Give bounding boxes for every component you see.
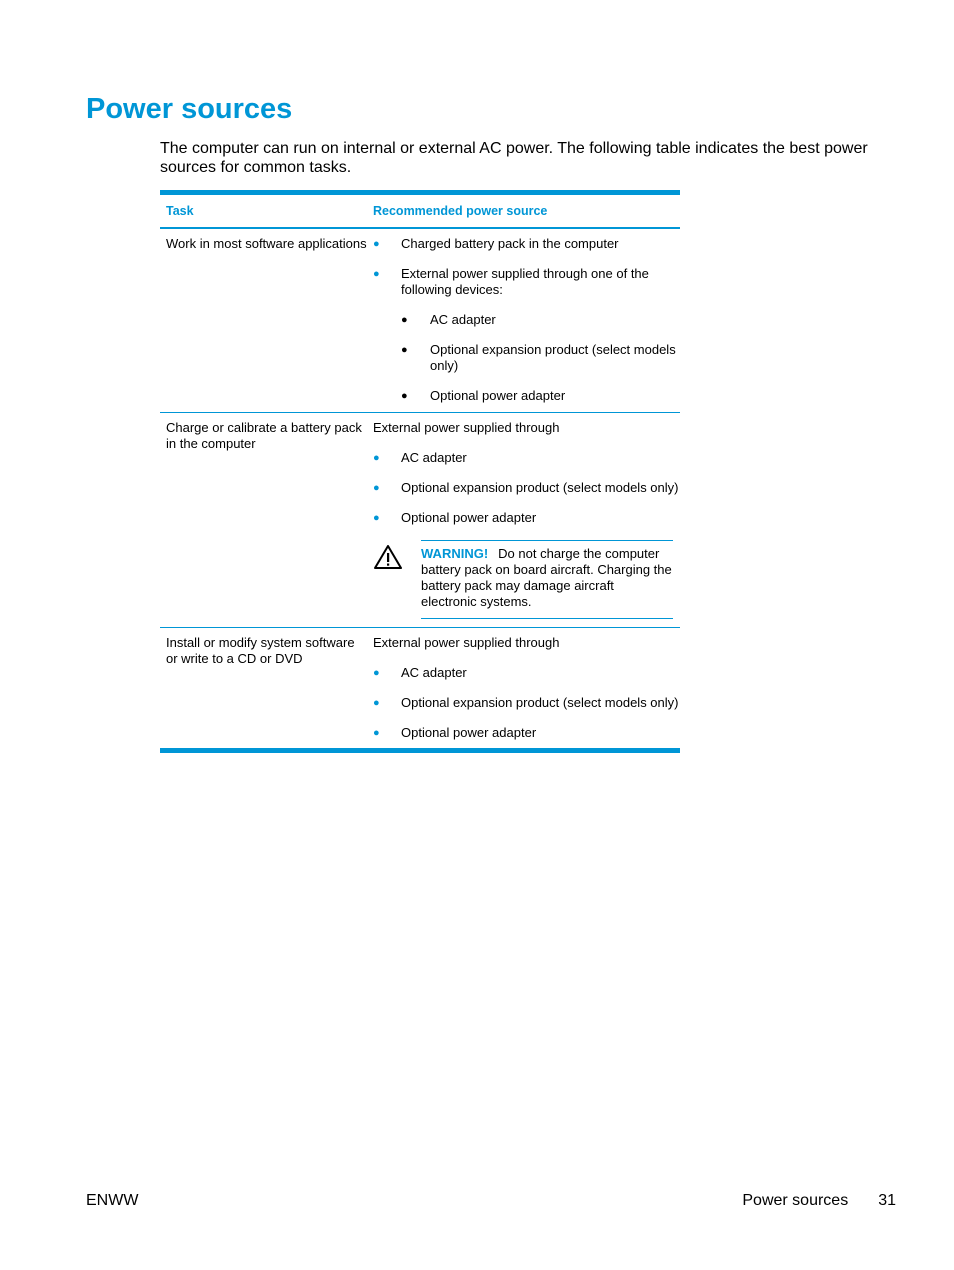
bullet-icon: ● — [373, 667, 380, 679]
warning-box — [421, 540, 673, 619]
sub-list-item — [401, 388, 680, 404]
footer-doc-code: ENWW — [86, 1192, 139, 1209]
sub-list-item — [401, 342, 680, 374]
task-cell: Work in most software applications — [166, 236, 367, 251]
list-item — [373, 510, 680, 526]
task-cell: Charge or calibrate a battery pack in the computer — [166, 420, 362, 451]
bullet-icon: ● — [373, 727, 380, 739]
list-item — [373, 266, 680, 298]
bullet-icon: ● — [373, 268, 380, 280]
bullet-icon: ● — [373, 512, 380, 524]
list-item-text: External power supplied through one of the following devices: — [401, 266, 649, 297]
bullet-icon: ● — [401, 314, 408, 326]
list-item — [373, 450, 680, 466]
list-item-text: Optional expansion product (select models only) — [401, 480, 679, 495]
list-item — [373, 236, 680, 252]
list-item-text: Optional power adapter — [401, 510, 537, 525]
footer-section-title: Power sources — [742, 1192, 849, 1209]
bullet-icon: ● — [373, 452, 380, 464]
list-item — [373, 695, 680, 711]
list-item-text: Optional expansion product (select models only) — [401, 695, 679, 710]
source-lead: External power supplied through — [373, 635, 560, 650]
list-item-text: Optional expansion product (select models only) — [430, 342, 676, 373]
page-title: Power sources — [86, 93, 293, 125]
task-cell: Install or modify system software or write to a CD or DVD — [166, 635, 355, 666]
table-row — [160, 229, 680, 412]
source-cell — [367, 229, 680, 412]
header-recommended-source: Recommended power source — [373, 204, 548, 218]
bullet-icon: ● — [401, 344, 408, 356]
bullet-icon: ● — [401, 390, 408, 402]
warning-triangle-icon — [373, 540, 421, 619]
source-cell — [367, 628, 680, 748]
source-cell — [367, 413, 680, 627]
list-item-text: Optional power adapter — [430, 388, 566, 403]
header-task: Task — [166, 204, 194, 218]
list-item — [373, 480, 680, 496]
list-item-text: Charged battery pack in the computer — [401, 236, 619, 251]
bullet-icon: ● — [373, 238, 380, 250]
warning-note — [373, 540, 680, 619]
bullet-icon: ● — [373, 482, 380, 494]
list-item-text: Optional power adapter — [401, 725, 537, 740]
table-header — [160, 195, 680, 229]
page-number: 31 — [878, 1192, 896, 1209]
warning-text: Do not charge the computer battery pack on board aircraft. Charging the battery pack may damage aircraft electronic systems. — [421, 546, 672, 609]
intro-paragraph: The computer can run on internal or external AC power. The following table indicates the best power sources for common tasks. — [160, 140, 868, 176]
power-sources-table — [160, 190, 680, 753]
list-item — [373, 725, 680, 741]
list-item — [373, 665, 680, 681]
list-item-text: AC adapter — [401, 450, 467, 465]
bullet-icon: ● — [373, 697, 380, 709]
table-row — [160, 412, 680, 627]
list-item-text: AC adapter — [401, 665, 467, 680]
list-item-text: AC adapter — [430, 312, 496, 327]
footer — [742, 1192, 896, 1210]
table-row — [160, 627, 680, 748]
warning-label: WARNING! — [421, 546, 489, 561]
source-lead: External power supplied through — [373, 420, 560, 435]
sub-list-item — [401, 312, 680, 328]
